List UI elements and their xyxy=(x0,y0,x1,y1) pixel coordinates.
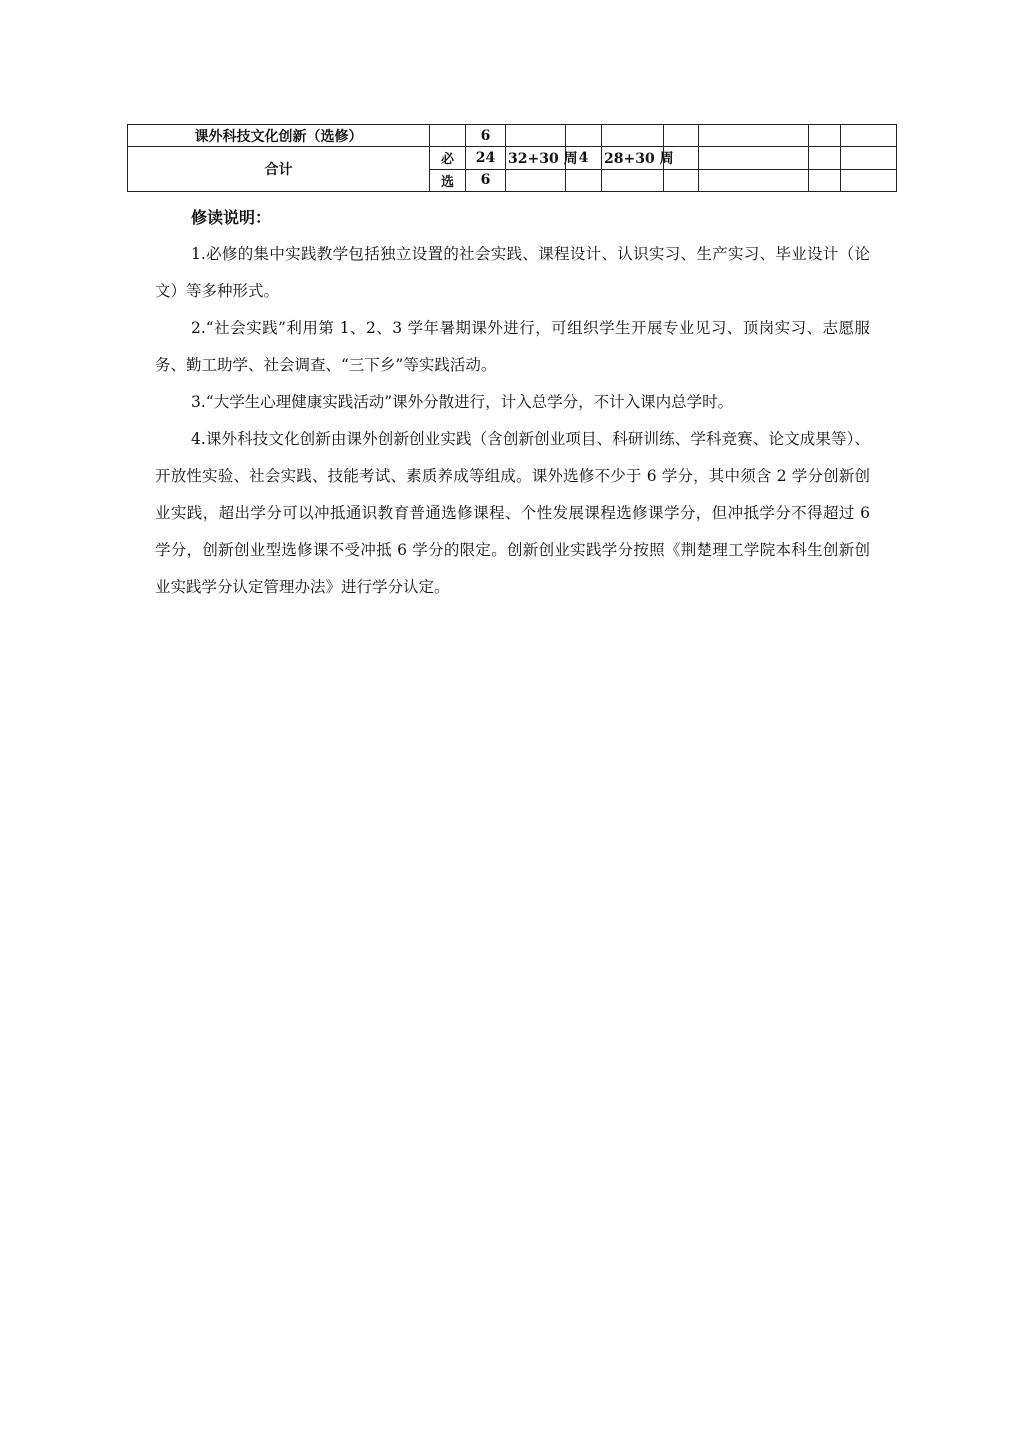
table-cell xyxy=(664,125,699,147)
elective-marker: 选 xyxy=(430,169,466,192)
note-item-2: 2.“社会实践”利用第 1、2、3 学年暑期课外进行，可组织学生开展专业见习、顶岗实习、志愿服务、勤工助学、社会调查、“三下乡”等实践活动。 xyxy=(155,319,870,374)
table-cell: 4 xyxy=(566,147,602,170)
table-cell xyxy=(506,125,566,147)
table-cell xyxy=(566,125,602,147)
table-cell xyxy=(699,147,809,170)
table-cell xyxy=(506,169,566,192)
table-cell xyxy=(809,125,841,147)
table-row-extracurricular xyxy=(128,125,897,147)
table-cell xyxy=(602,125,664,147)
row-label-total: 合计 xyxy=(128,147,430,192)
required-marker: 必 xyxy=(430,147,466,170)
table-cell: 24 xyxy=(466,147,506,170)
table-cell xyxy=(664,169,699,192)
table-row-total-required xyxy=(128,147,897,170)
notes-title: 修读说明： xyxy=(191,208,272,227)
table-cell: 32+30 周 xyxy=(506,147,566,170)
row-label-extracurricular: 课外科技文化创新（选修） xyxy=(128,125,430,147)
table-cell xyxy=(841,169,897,192)
table-cell: 28+30 周 xyxy=(602,147,664,170)
table-cell xyxy=(809,147,841,170)
study-notes xyxy=(155,200,870,606)
note-item-1: 1.必修的集中实践教学包括独立设置的社会实践、课程设计、认识实习、生产实习、毕业设计（论文）等多种形式。 xyxy=(155,245,870,300)
note-item-4: 4.课外科技文化创新由课外创新创业实践（含创新创业项目、科研训练、学科竞赛、论文成果等）、开放性实验、社会实践、技能考试、素质养成等组成。课外选修不少于 6 学分，其中须含 2 学分创新创业实践，超出学分可以冲抵通识教育普通选修课程、个性发展课程选修课学分，但冲抵学分不得超过 6 学分，创新创业型选修课不受冲抵 6 学分的限定。创新创业实践学分按照《荆楚理工学院本科生创新创业实践学分认定管理办法》进行学分认定。 xyxy=(155,430,870,596)
table-cell xyxy=(566,169,602,192)
table-cell: 6 xyxy=(466,169,506,192)
table-cell xyxy=(841,147,897,170)
table-cell xyxy=(699,125,809,147)
table-cell xyxy=(699,169,809,192)
summary-table xyxy=(127,124,897,192)
note-item-3: 3.“大学生心理健康实践活动”课外分散进行，计入总学分，不计入课内总学时。 xyxy=(191,393,734,411)
table-cell xyxy=(841,125,897,147)
table-cell xyxy=(602,169,664,192)
table-cell: 6 xyxy=(466,125,506,147)
table-cell xyxy=(809,169,841,192)
table-cell xyxy=(430,125,466,147)
